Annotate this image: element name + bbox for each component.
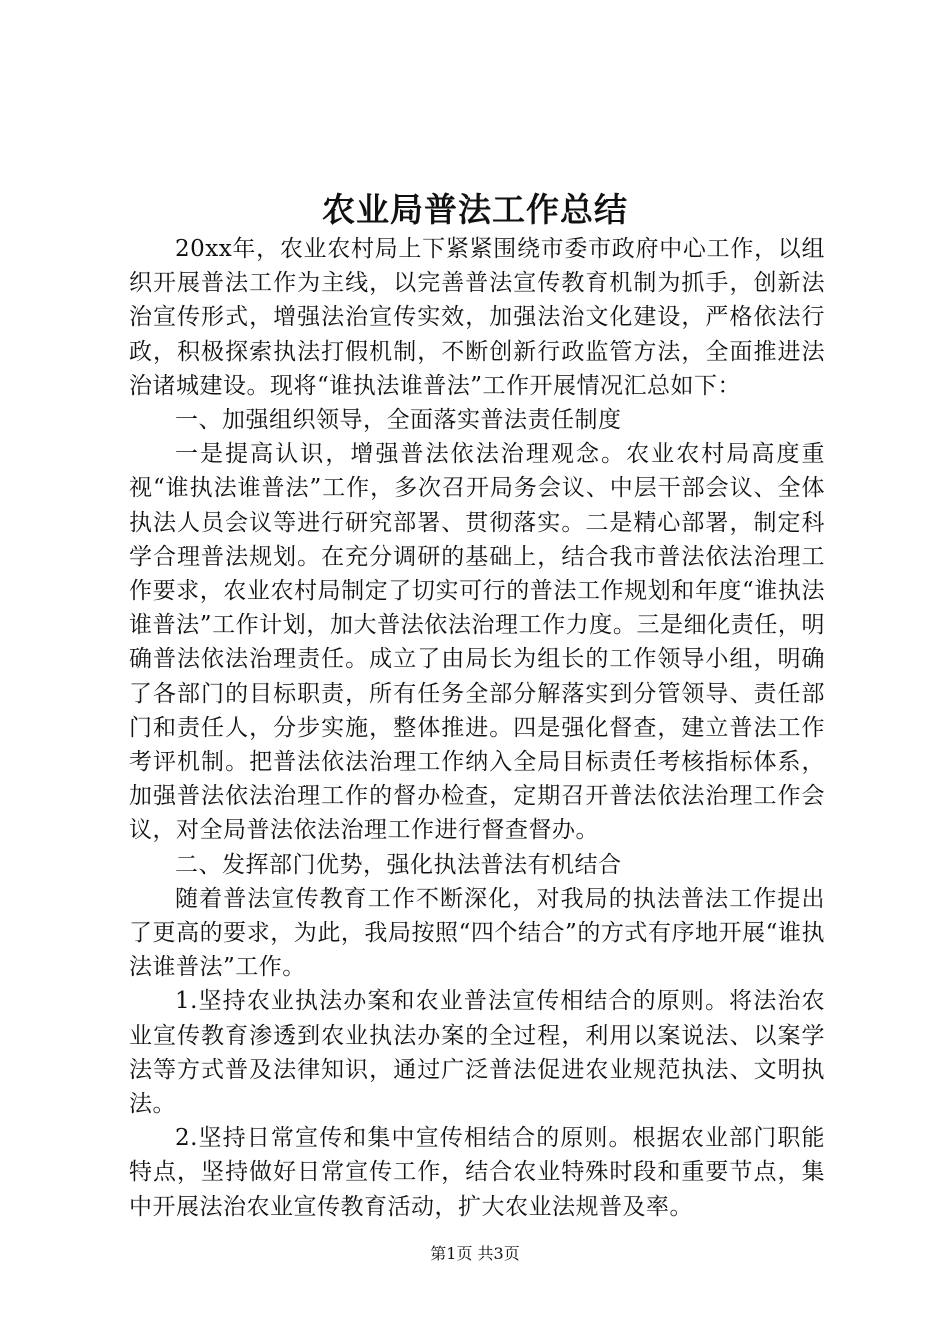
item-1-paragraph: 1.坚持农业执法办案和农业普法宣传相结合的原则。将法治农业宣传教育渗透到农业执法办案的全过程，利用以案说法、以案学法等方式普及法律知识，通过广泛普法促进农业规范执法、文明执法。 [129, 988, 825, 1118]
intro-paragraph: 20xx年，农业农村局上下紧紧围绕市委市政府中心工作，以组织开展普法工作为主线，以完善普法宣传教育机制为抓手，创新法治宣传形式，增强法治宣传实效，加强法治文化建设，严格依法行政，积极探索执法打假机制，不断创新行政监管方法，全面推进法治诸城建设。现将“谁执法谁普法”工作开展情况汇总如下： [129, 236, 825, 399]
section-2-paragraph: 随着普法宣传教育工作不断深化，对我局的执法普法工作提出了更高的要求，为此，我局按照“四个结合”的方式有序地开展“谁执法谁普法”工作。 [129, 885, 825, 981]
section-1-paragraph: 一是提高认识，增强普法依法治理观念。农业农村局高度重视“谁执法谁普法”工作，多次召开局务会议、中层干部会议、全体执法人员会议等进行研究部署、贯彻落实。二是精心部署，制定科学合理普法规划。在充分调研的基础上，结合我市普法依法治理工作要求，农业农村局制定了切实可行的普法工作规划和年度“谁执法谁普法”工作计划，加大普法依法治理工作力度。三是细化责任，明确普法依法治理责任。成立了由局长为组长的工作领导小组，明确了各部门的目标职责，所有任务全部分解落实到分管领导、责任部门和责任人，分步实施，整体推进。四是强化督查，建立普法工作考评机制。把普法依法治理工作纳入全局目标责任考核指标体系，加强普法依法治理工作的督办检查，定期召开普法依法治理工作会议，对全局普法依法治理工作进行督查督办。 [129, 441, 825, 844]
document-title: 农业局普法工作总结 [322, 190, 628, 229]
page-number-footer: 第1页 共3页 [430, 1244, 520, 1263]
document-body [129, 232, 825, 1224]
item-2-paragraph: 2.坚持日常宣传和集中宣传相结合的原则。根据农业部门职能特点，坚持做好日常宣传工作，结合农业特殊时段和重要节点，集中开展法治农业宣传教育活动，扩大农业法规普及率。 [129, 1125, 825, 1220]
section-heading-1: 一、加强组织领导，全面落实普法责任制度 [175, 407, 622, 434]
section-heading-2: 二、发挥部门优势，强化执法普法有机结合 [175, 851, 622, 878]
